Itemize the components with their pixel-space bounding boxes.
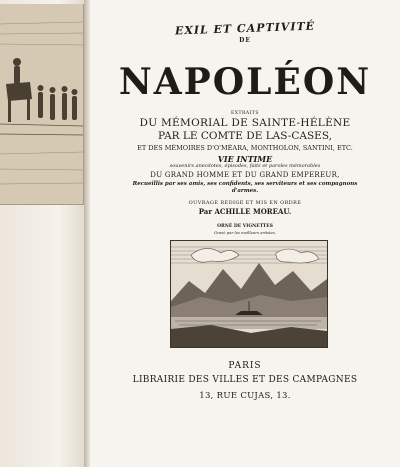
- imprint-address: 13, RUE CUJAS, 13.: [199, 391, 291, 401]
- armes-line: d'armes.: [231, 188, 259, 194]
- imprint-city: PARIS: [228, 361, 262, 371]
- vie-intime-line: VIE INTIME: [217, 154, 273, 164]
- grand-homme-line: DU GRAND HOMME ET DU GRAND EMPEREUR,: [150, 171, 340, 179]
- graves-line: Gravé par les meilleurs artistes.: [214, 230, 276, 235]
- orne-line: ORNÉ DE VIGNETTES: [217, 224, 273, 229]
- recueillis-line: Recueillis par ses amis, ses confidents, ses serviteurs et ses compagnons: [132, 181, 358, 187]
- title-page: [90, 0, 400, 467]
- extraits-line: EXTRAITS: [231, 111, 259, 116]
- imprint-publisher: LIBRAIRIE DES VILLES ET DES CAMPAGNES: [132, 375, 358, 385]
- left-page: [0, 0, 84, 467]
- title-napoleon: NAPOLÉON: [118, 61, 372, 103]
- souvenirs-line: souvenirs anecdotes, épisodes, faits et paroles mémorables: [169, 163, 321, 169]
- title-exil-line: EXIL ET CAPTIVITÉ: [174, 19, 316, 38]
- memorial-line: DU MÉMORIAL DE SAINTE-HÉLÈNE: [139, 117, 351, 129]
- memoires-line: ET DES MÉMOIRES D'O'MÉARA, MONTHOLON, SANTINI, ETC.: [137, 144, 353, 152]
- ouvrage-line: OUVRAGE RÉDIGÉ ET MIS EN ORDRE: [188, 200, 302, 206]
- author-line: Par ACHILLE MOREAU.: [198, 207, 292, 216]
- lascases-line: PAR LE COMTE DE LAS-CASES,: [157, 130, 333, 142]
- frontispiece-engraving: [0, 4, 84, 205]
- engraving-soldiers-icon: [0, 4, 83, 204]
- landscape-vignette-icon: [171, 241, 327, 347]
- title-de-line: DE: [239, 37, 251, 44]
- landscape-vignette: [170, 240, 328, 348]
